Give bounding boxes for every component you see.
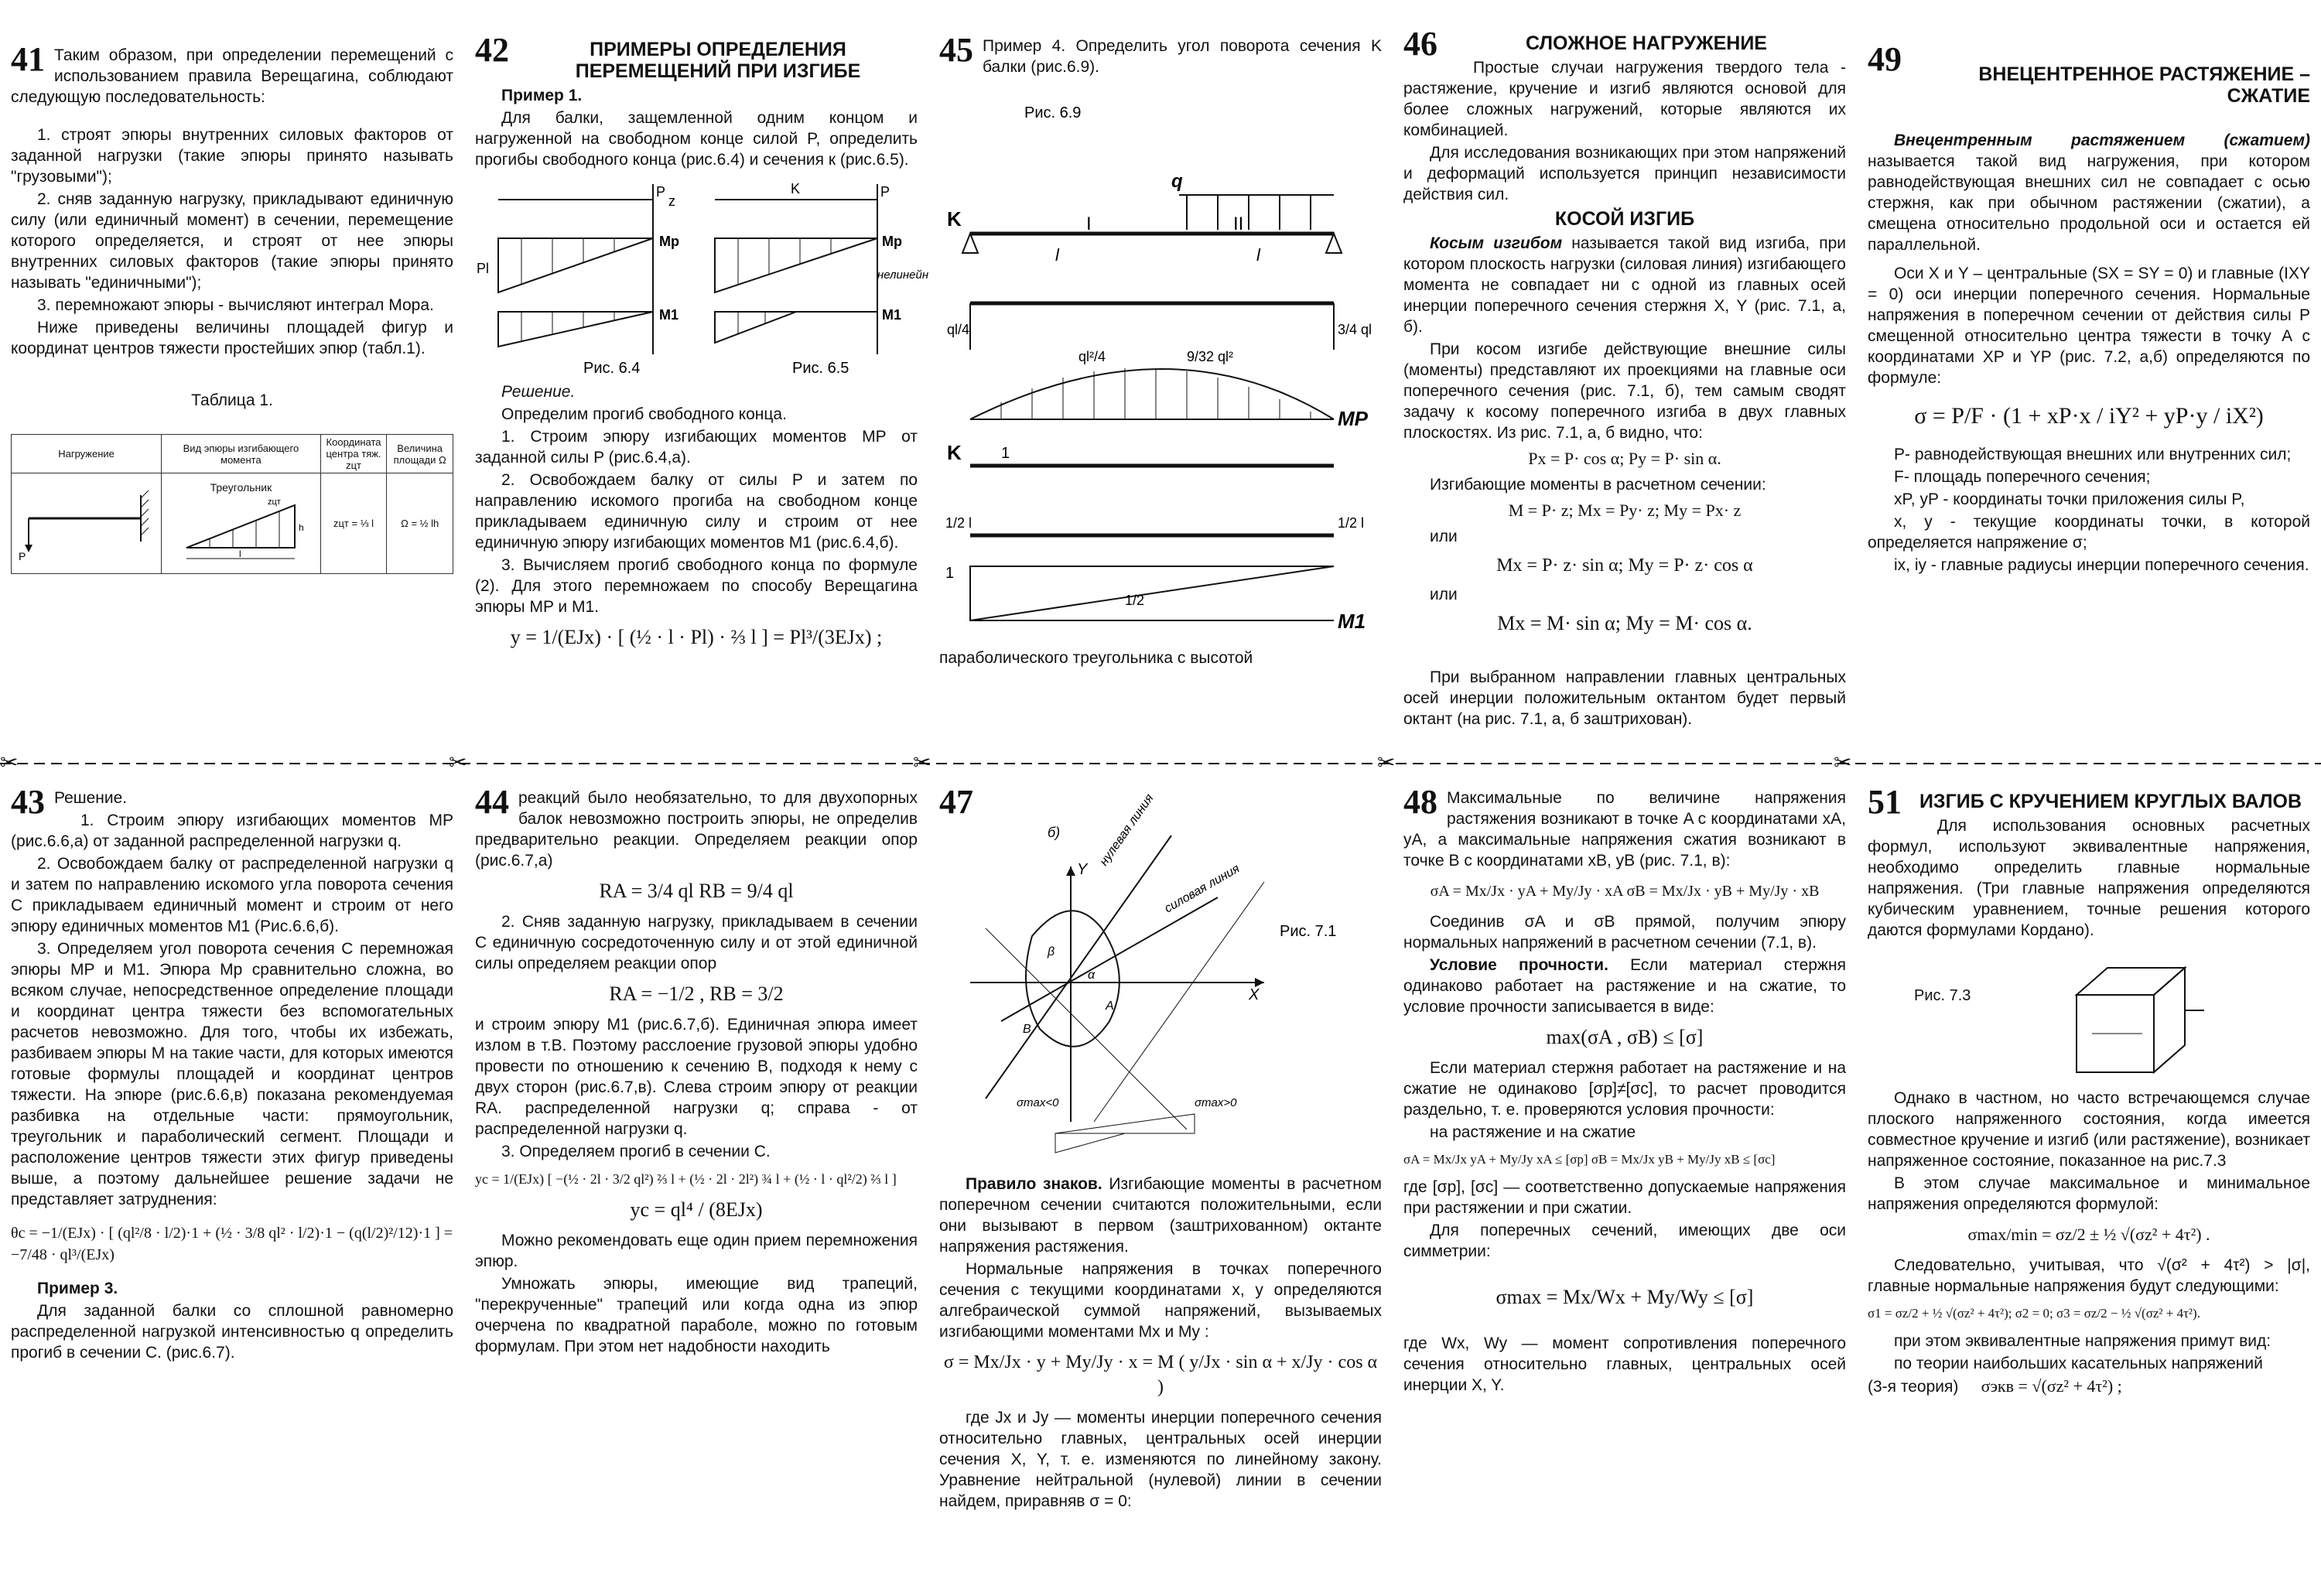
label-alpha: α bbox=[1088, 969, 1096, 982]
text-2: Соединив σA и σB прямой, получим эпюру нормальных напряжений в расчетном сечении (7.1, в). bbox=[1403, 913, 1846, 952]
label-zero-line: нулевая линия bbox=[1097, 791, 1157, 869]
label-m1: M1 bbox=[1338, 610, 1366, 633]
panel-44 bbox=[464, 781, 928, 1594]
stress-cube bbox=[2053, 956, 2208, 1080]
table-cell-load bbox=[12, 473, 162, 574]
text-4: Если материал стержня работает на растяжение и на сжатие не одинаково [σp]≠[σc], то расчет проводится раздельно, т. е. проверяются условия прочности: bbox=[1403, 1059, 1846, 1119]
panel-48 bbox=[1393, 781, 1857, 1594]
page-number: 44 bbox=[475, 783, 509, 821]
table-cell-z: zцт = ⅓ l bbox=[320, 473, 387, 574]
fig-label-m1b: M1 bbox=[882, 307, 902, 323]
panel-47 bbox=[928, 781, 1393, 1594]
label-b: B bbox=[1023, 1023, 1031, 1036]
or-text: или bbox=[1430, 586, 1458, 603]
label-force-line: силовая линия bbox=[1162, 862, 1243, 916]
strength-condition: Условие прочности. Если материал стержня одинаково работает на растяжение и на сжатие, то условие прочности записывается в виде: bbox=[1403, 956, 1846, 1016]
solution-text: Определим прогиб свободного конца. bbox=[501, 405, 787, 423]
axis-x: X bbox=[1249, 986, 1260, 1003]
step-1: 1. Строим эпюру изгибающих моментов MP (рис.6.6,а) от заданной распределенной нагрузки q. bbox=[11, 812, 453, 850]
label-half-right: 1/2 l bbox=[1338, 515, 1365, 531]
fig-caption: Рис. 6.9 bbox=[1024, 104, 1082, 121]
label-q: q bbox=[1171, 171, 1183, 192]
load-label: P bbox=[18, 550, 26, 562]
label-a: A bbox=[1106, 1000, 1114, 1013]
solution-step-2: 2. Освобождаем балку от силы P и затем по направлению искомого прогиба на свободном конце прикладываем единичную силу и строим от нее единичную эпюру изгибающих моментов M1 (рис.6.4,б). bbox=[475, 471, 918, 552]
text-2: 2. Сняв заданную нагрузку, прикладываем в сечении C единичную сосредоточенную силу и от этой единичной силы определяем реакции опор bbox=[475, 913, 918, 972]
scissors-icon: ✂ bbox=[0, 750, 19, 774]
page-number: 42 bbox=[475, 31, 509, 69]
label-one: 1 bbox=[945, 565, 955, 582]
stress-formula: σ = P/F · (1 + xP·x / iY² + yP·y / iX²) bbox=[1914, 403, 2264, 429]
table-header: Координата центра тяж. zцт bbox=[320, 435, 387, 473]
label-l2: l bbox=[1256, 245, 1260, 265]
figure-7-3 bbox=[1868, 956, 2310, 1088]
label-unit-moment: 1 bbox=[1001, 445, 1010, 462]
text-2: Для исследования возникающих при этом напряжений и деформаций используется принцип независимости действия сил. bbox=[1403, 144, 1846, 203]
table-cell-area: Ω = ½ lh bbox=[387, 473, 453, 574]
label-k2: K bbox=[947, 441, 962, 464]
label-ql24: ql²/4 bbox=[1078, 349, 1106, 364]
def-x-y: x, y - текущие координаты точки, в которой определяется напряжение σ; bbox=[1868, 513, 2310, 552]
text-1: Для использования основных расчетных формул, используют эквивалентные напряжения, необходимо определить главные нормальные напряжения. (Три главные напряжения определяются кубическим уравнением, точные решения которого даются формулами Кордано). bbox=[1868, 817, 2310, 939]
fig-label-mp: Mp bbox=[659, 234, 679, 249]
deflection-formula: yc = 1/(EJx) [ −(½ · 2l · 3/2 ql²) ⅔ l + (½ · 2l · 2l²) ¾ l + (½ · l · ql²/2) ⅔ l ] bbox=[475, 1171, 897, 1187]
fig-part: б) bbox=[1048, 825, 1061, 840]
text-5: Можно рекомендовать еще один прием перемножения эпюр. bbox=[475, 1232, 918, 1270]
step-3: 3. Определяем угол поворота сечения C перемножая эпюры MP и M1. Эпюра Mp сравнительно сложна, во всяком случае, непосредственное определение площади и координат центра тяжести без вспомогательных расчетов невозможно. Для того, чтобы их избежать, разбиваем эпюры M на такие части, для которых имеются готовые формулы площадей и координат центров тяжести. На эпюре (рис.6.6,в) показана рекомендуемая разбивка на отдельные части: прямоугольник, треугольник и параболический сегмент. Площади и расположение центров тяжести этих фигур приведены выше, а поэтому дальнейшее решение задачи не представляет затруднения: bbox=[11, 940, 453, 1208]
formula-principal: σ1 = σz/2 + ½ √(σz² + 4τ²); σ2 = 0; σ3 = σz/2 − ½ √(σz² + 4τ²). bbox=[1868, 1306, 2200, 1321]
scissors-icon: ✂ bbox=[913, 750, 931, 774]
fig-caption-6-5: Рис. 6.5 bbox=[792, 360, 849, 377]
text-2: Однако в частном, но часто встречающемся случае плоского напряженного состояния, когда имеется совместное кручение и изгиб (или растяжение), возникает напряженное состояние, показанное на рис.7.3 bbox=[1868, 1089, 2310, 1170]
label-l1: l bbox=[1055, 245, 1059, 265]
page-number: 45 bbox=[939, 31, 973, 69]
stress-formula: σ = Mx/Jx · y + My/Jy · x = M ( y/Jx · sin α + x/Jy · cos α ) bbox=[943, 1352, 1378, 1397]
example-heading: Пример 1. bbox=[501, 87, 583, 104]
scissors-icon: ✂ bbox=[449, 750, 467, 774]
text-3: В этом случае максимальное и минимальное напряжения определяются формулой: bbox=[1868, 1174, 2310, 1213]
solution-heading: Решение. bbox=[54, 789, 128, 807]
formula-moments: M = P· z; Mx = Py· z; My = Px· z bbox=[1508, 501, 1742, 520]
text-2: Нормальные напряжения в точках поперечного сечения с текущими координатами x, y определяются алгебраической суммой напряжений, вызываемых изгибающими моментами Mx и My : bbox=[939, 1260, 1382, 1341]
fig-label-z: z bbox=[668, 193, 675, 209]
fig-label-mp2: Mp bbox=[882, 234, 902, 249]
figure-6-4-6-5 bbox=[475, 176, 929, 378]
page-number: 49 bbox=[1868, 40, 1902, 78]
triangle-moment-diagram bbox=[171, 494, 310, 563]
def-p: P- равнодействующая внешних или внутренних сил; bbox=[1894, 446, 2292, 463]
label-ql34: 3/4 ql bbox=[1338, 322, 1372, 337]
row-label: Треугольник bbox=[210, 481, 272, 494]
text-5: при этом эквивалентные напряжения примут вид: bbox=[1894, 1332, 2271, 1350]
formula-strength: max(σA , σB) ≤ [σ] bbox=[1546, 1026, 1704, 1048]
panel-46 bbox=[1393, 23, 1857, 750]
table-caption: Таблица 1. bbox=[191, 391, 273, 409]
text-1: реакций было необязательно, то для двухопорных балок невозможно построить эпюры, не определив предварительно реакции. Определяем реакции опор (рис.6.7,а) bbox=[475, 789, 918, 870]
text-3: где Jx и Jy — моменты инерции поперечного сечения относительно главных, центральных осей инерции сечения X, Y, т. е. изменяются по линейному закону. Уравнение нейтральной (нулевой) линии в сечении найдем, приравняв σ = 0: bbox=[939, 1409, 1382, 1510]
page-number: 51 bbox=[1868, 783, 1902, 821]
label-mp: MP bbox=[1338, 407, 1368, 430]
step-1: 1. строят эпюры внутренних силовых факторов от заданной нагрузки (такие эпюры принято называть "грузовыми"); bbox=[11, 126, 453, 186]
panel-42 bbox=[464, 29, 928, 750]
step-2: 2. Освобождаем балку от распределенной нагрузки q и затем по направлению искомого угла поворота сечения C прикладываем единичный момент и строим от него эпюру единичных моментов M1 (Рис.6.6,б). bbox=[11, 855, 453, 935]
fig-label-pl: Pl bbox=[477, 261, 490, 276]
text-1: Простые случаи нагружения твердого тела - растяжение, кручение и изгиб являются основой для более сложных нагружений, которые являются их комбинацией. bbox=[1403, 59, 1846, 139]
cantilever-diagram bbox=[17, 480, 156, 565]
fig-caption: Рис. 7.1 bbox=[1280, 923, 1337, 940]
text-6: При выбранном направлении главных центральных осей инерции положительным октантом будет первый октант (на рис. 7.1, а, б заштрихован). bbox=[1403, 668, 1846, 728]
axis-y: Y bbox=[1077, 861, 1088, 878]
def-ix-iy: ix, iy - главные радиусы инерции поперечного сечения. bbox=[1894, 556, 2309, 574]
section-title: ПРИМЕРЫ ОПРЕДЕЛЕНИЯ ПЕРЕМЕЩЕНИЙ ПРИ ИЗГИБЕ bbox=[575, 39, 861, 82]
table-header: Величина площади Ω bbox=[387, 435, 453, 473]
text-6: где [σp], [σc] — соответственно допускаемые напряжения при растяжении и при сжатии. bbox=[1403, 1178, 1846, 1217]
label-sigma-pos: σmax>0 bbox=[1195, 1096, 1237, 1109]
label-ql32: 9/32 ql² bbox=[1187, 349, 1234, 364]
dim-l: l bbox=[239, 549, 242, 559]
text-8: где Wx, Wy — момент сопротивления поперечного сечения относительно главных, центральных осей инерции X, Y. bbox=[1403, 1335, 1846, 1394]
text-2: Оси X и Y – центральные (SX = SY = 0) и главные (IXY = 0) оси инерции поперечного сечения. Нормальные напряжения в поперечном сечении от действия силы P смещенной относительно центра тяжести в точку A с координатами XP и YP (рис. 7.2, а,б) определяются по формуле: bbox=[1868, 265, 2310, 387]
step-3: 3. перемножают эпюры - вычисляют интеграл Мора. bbox=[37, 296, 434, 314]
solution-heading: Решение. bbox=[501, 383, 576, 401]
section-title: СЛОЖНОЕ НАГРУЖЕНИЕ bbox=[1526, 32, 1767, 54]
text-7: Для поперечных сечений, имеющих две оси симметрии: bbox=[1403, 1222, 1846, 1260]
definition-text: Внецентренным растяжением (сжатием) называется такой вид нагружения, при котором равнодействующая внешних сил не совпадает с осью стержня, как при обычном растяжении (сжатии), а смещена относительно продольной оси и остается ей параллельной. bbox=[1868, 132, 2310, 254]
fig-label-k: K bbox=[791, 181, 801, 197]
formula-projections: Px = P· cos α; Py = P· sin α. bbox=[1528, 449, 1721, 468]
scissors-icon: ✂ bbox=[1377, 750, 1396, 774]
text-6: по теории наибольших касательных напряжений bbox=[1894, 1355, 2263, 1372]
formula-strength-2: σA = Mx/Jx yA + My/Jy xA ≤ [σp] σB = Mx/Jx yB + My/Jy xB ≤ [σc] bbox=[1403, 1152, 1776, 1167]
panel-41 bbox=[0, 39, 464, 750]
page-number: 46 bbox=[1403, 25, 1437, 63]
text-1: Максимальные по величине напряжения растяжения возникают в точке A с координатами xA, yA, а максимальные напряжения сжатия возникают в точке B с координатами xB, yB (рис. 7.1, в): bbox=[1403, 789, 1846, 870]
text-7: (3-я теория) σэкв = √(σz² + 4τ²) ; bbox=[1868, 1376, 2122, 1396]
formula-sigma-max-min: σmax/min = σz/2 ± ½ √(σz² + 4τ²) . bbox=[1967, 1225, 2210, 1244]
page-number: 48 bbox=[1403, 783, 1437, 821]
dim-h: h bbox=[299, 522, 305, 533]
label-span-i: I bbox=[1086, 214, 1092, 234]
section-title: ИЗГИБ С КРУЧЕНИЕМ КРУГЛЫХ ВАЛОВ bbox=[1919, 791, 2302, 812]
label-beta: β bbox=[1048, 945, 1055, 959]
deflection-formula: y = 1/(EJx) · [ (½ · l · Pl) · ⅔ l ] = Pl³/(3EJx) ; bbox=[510, 626, 883, 648]
text-4: Следовательно, учитывая, что √(σ² + 4τ²) > |σ|, главные нормальные напряжения будут следующими: bbox=[1868, 1256, 2310, 1295]
deflection-result: yc = ql⁴ / (8EJx) bbox=[630, 1198, 763, 1221]
rotation-formula: θc = −1/(EJx) · [ (ql²/8 · l/2)·1 + (½ · 3/8 ql² · l/2)·1 − (q(l/2)²/12)·1 ] = −7/48 · ql³/(EJx) bbox=[11, 1225, 453, 1263]
unit-reactions-formula: RA = −1/2 , RB = 3/2 bbox=[609, 983, 784, 1005]
def-xp-yp: xP, yP - координаты точки приложения силы P, bbox=[1894, 490, 2245, 508]
label-ql4: ql/4 bbox=[947, 322, 970, 337]
page-number: 47 bbox=[939, 783, 973, 821]
text-4: При косом изгибе действующие внешние силы (моменты) представляют их проекциями на главные оси поперечного сечения (рис. 7.1, б), тем самым сводят задачу к косому поперечного изгиба в двух главных плоскостях. Из рис. 7.1, а, б видно, что: bbox=[1403, 340, 1846, 442]
fig-label-nonlin: нелинейн bbox=[877, 268, 929, 282]
text-5: Изгибающие моменты в расчетном сечении: bbox=[1430, 476, 1766, 494]
formula-moments-2: Mx = P· z· sin α; My = P· z· cos α bbox=[1496, 555, 1753, 576]
reactions-formula: RA = 3/4 ql RB = 9/4 ql bbox=[599, 880, 794, 902]
example-text: Для балки, защемленной одним концом и нагруженной на свободном конце силой P, определить прогибы свободного конца (рис.6.4) и сечения к (рис.6.5). bbox=[475, 109, 918, 169]
page-number: 43 bbox=[11, 783, 45, 821]
section-title: ВНЕЦЕНТРЕННОЕ РАСТЯЖЕНИЕ – СЖАТИЕ bbox=[1978, 63, 2310, 107]
fig-label-p2: P bbox=[880, 184, 890, 200]
table-cell-diagram bbox=[162, 473, 321, 574]
intro-text: Таким образом, при определении перемещений с использованием правила Верещагина, соблюдают следующую последовательность: bbox=[11, 46, 453, 106]
bottom-text: параболического треугольника с высотой bbox=[939, 649, 1253, 667]
fig-label-m1: M1 bbox=[659, 307, 679, 323]
panel-43 bbox=[0, 781, 464, 1594]
text-6: Умножать эпюры, имеющие вид трапеций, "перекрученные" трапеций или когда одна из эпюр очерчена по квадратной параболе, можно по готовым формулам. При этом нет надобности находить bbox=[475, 1275, 918, 1355]
dim-zct: zцт bbox=[268, 497, 282, 507]
fig-caption: Рис. 7.3 bbox=[1914, 987, 1971, 1004]
panel-49 bbox=[1857, 39, 2321, 750]
table-header: Вид эпюры изгибающего момента bbox=[162, 435, 321, 473]
label-half-left: 1/2 l bbox=[945, 515, 972, 531]
or-text: или bbox=[1430, 528, 1458, 545]
formula-eq: σэкв = √(σz² + 4τ²) ; bbox=[1981, 1376, 2122, 1396]
page-number: 41 bbox=[11, 40, 45, 78]
formula-sigma-max: σmax = Mx/Wx + My/Wy ≤ [σ] bbox=[1495, 1286, 1754, 1308]
example-text: Для заданной балки со сплошной равномерно распределенной нагрузкой интенсивностью q определить прогиб в сечении C. (рис.6.7). bbox=[11, 1302, 453, 1362]
text-3: и строим эпюру M1 (рис.6.7,б). Единичная эпюра имеет излом в т.B. Поэтому расслоение грузовой эпюры удобно провести по отношению к сечению B, подходя к нему с двух сторон (рис.6.7,в). Слева строим эпюру от реакции RA. распределенной нагрузки q; справа - от распределенной нагрузки q. bbox=[475, 1016, 918, 1138]
area-table bbox=[11, 434, 453, 574]
fig-caption-6-4: Рис. 6.4 bbox=[583, 360, 641, 377]
subsection-title: КОСОЙ ИЗГИБ bbox=[1554, 208, 1695, 230]
label-k: K bbox=[947, 207, 962, 231]
formula-moments-3: Mx = M· sin α; My = M· cos α. bbox=[1497, 612, 1752, 634]
cut-line bbox=[0, 750, 2321, 774]
panel-51 bbox=[1857, 781, 2321, 1594]
label-span-ii: II bbox=[1233, 214, 1244, 234]
step-2: 2. сняв заданную нагрузку, прикладывают единичную силу (или единичный момент) в сечении, перемещение которого определяется, и строят от нее эпюры внутренних силовых факторов (такие эпюры принято называть "единичными"); bbox=[11, 190, 453, 292]
sign-rule-text: Правило знаков. Изгибающие моменты в расчетном поперечном сечении считаются положительными, если они вызывают в первом (заштрихованном) октанте напряжения растяжения. bbox=[939, 1175, 1382, 1256]
text-5: на растяжение и на сжатие bbox=[1430, 1123, 1636, 1141]
solution-step-1: 1. Строим эпюру изгибающих моментов MP от заданной силы P (рис.6.4,а). bbox=[475, 428, 918, 466]
example-text: Пример 4. Определить угол поворота сечения K балки (рис.6.9). bbox=[983, 37, 1382, 76]
text-4: 3. Определяем прогиб в сечении C. bbox=[501, 1143, 771, 1160]
fig-label-p: P bbox=[656, 184, 666, 200]
example-heading: Пример 3. bbox=[37, 1280, 118, 1297]
figure-6-9 bbox=[939, 94, 1380, 636]
table-intro: Ниже приведены величины площадей фигур и координат центров тяжести простейших эпюр (табл.1). bbox=[11, 319, 453, 357]
label-sigma-neg: σmax<0 bbox=[1017, 1096, 1059, 1109]
label-half: 1/2 bbox=[1125, 593, 1145, 608]
def-f: F- площадь поперечного сечения; bbox=[1894, 468, 2151, 486]
solution-step-3: 3. Вычисляем прогиб свободного конца по формуле (2). Для этого перемножаем по способу Верещагина эпюры MP и M1. bbox=[475, 556, 918, 616]
scissors-icon: ✂ bbox=[1834, 750, 1852, 774]
panel-45 bbox=[928, 29, 1393, 750]
definition-text: Косым изгибом называется такой вид изгиба, при котором плоскость нагрузки (силовая линия) изгибающего момента не совпадает ни с одной из главных осей инерции поперечного сечения стержня X, Y (рис. 7.1, а, б). bbox=[1403, 234, 1846, 336]
formula-sigma-ab: σA = Mx/Jx · yA + My/Jy · xA σB = Mx/Jx · yB + My/Jy · xB bbox=[1430, 883, 1820, 900]
table-header: Нагружение bbox=[12, 435, 162, 473]
